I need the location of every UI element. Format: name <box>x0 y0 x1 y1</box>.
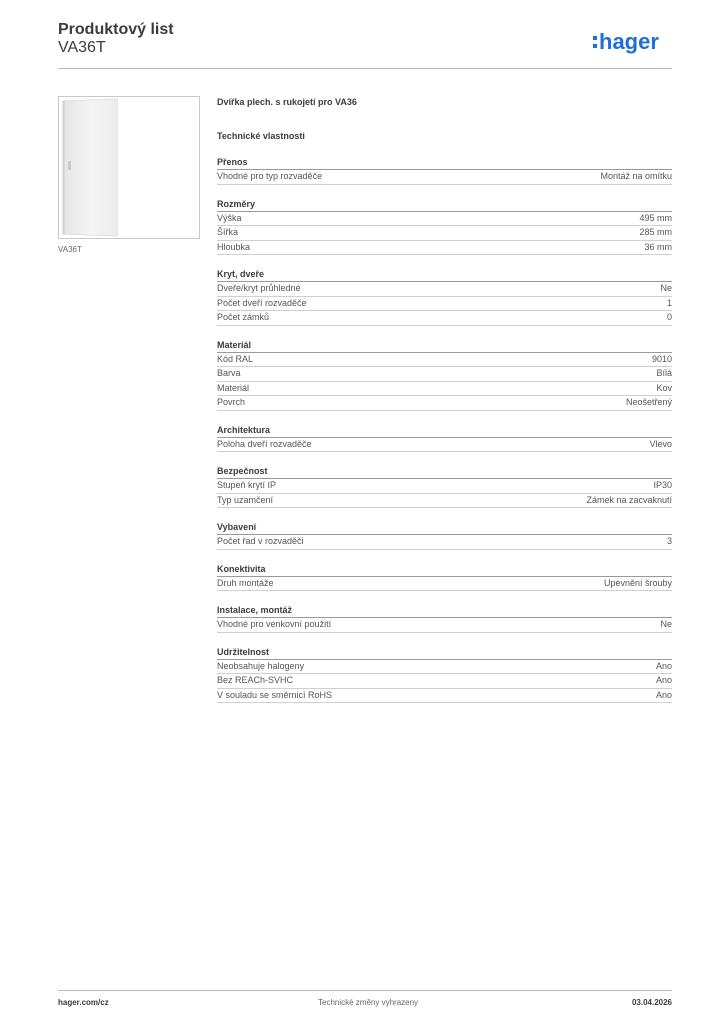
spec-row <box>217 282 672 297</box>
spec-value: 1 <box>666 297 672 308</box>
spec-label: Druh montáže <box>217 577 274 588</box>
spec-row <box>217 674 672 689</box>
section-title: Technické vlastnosti <box>217 131 305 141</box>
spec-value: Montáž na omítku <box>600 171 672 181</box>
spec-value: Neošetřený <box>625 397 672 407</box>
spec-value: 0 <box>666 312 672 322</box>
spec-group-title: Přenos <box>217 157 672 170</box>
spec-value: Bílá <box>656 368 672 378</box>
spec-group-title: Bezpečnost <box>217 466 672 479</box>
spec-value: 36 mm <box>644 241 672 252</box>
spec-row <box>217 353 672 368</box>
spec-label: Počet řad v rozvaděči <box>217 536 304 546</box>
spec-row <box>217 689 672 704</box>
spec-label: Vhodné pro venkovní použití <box>217 619 332 629</box>
spec-label: Poloha dveří rozvaděče <box>217 438 312 449</box>
spec-group-title: Rozměry <box>217 199 672 212</box>
spec-group <box>217 340 672 411</box>
door-panel-image <box>59 97 199 238</box>
footer-note: Technické změny vyhrazeny <box>318 998 419 1007</box>
product-specs <box>217 96 672 703</box>
spec-row <box>217 212 672 227</box>
spec-row <box>217 311 672 326</box>
footer-divider <box>58 990 672 991</box>
spec-value: 285 mm <box>639 227 672 237</box>
spec-label: V souladu se směrnicí RoHS <box>217 689 333 700</box>
document-title: Produktový list <box>58 21 174 38</box>
spec-label: Typ uzamčení <box>217 494 274 505</box>
spec-value: Kov <box>656 382 672 393</box>
spec-group <box>217 647 672 704</box>
spec-label: Vhodné pro typ rozvaděče <box>217 171 323 181</box>
spec-group <box>217 466 672 508</box>
spec-group-title: Vybavení <box>217 522 672 535</box>
spec-row <box>217 479 672 494</box>
footer-website[interactable]: hager.com/cz <box>58 998 109 1007</box>
spec-value: Zámek na zacvaknutí <box>586 494 672 505</box>
spec-label: Materiál <box>217 382 250 393</box>
spec-row <box>217 396 672 411</box>
spec-label: Hloubka <box>217 241 251 252</box>
spec-label: Barva <box>217 368 241 378</box>
spec-group-title: Architektura <box>217 425 672 438</box>
spec-label: Šířka <box>217 227 239 237</box>
logo-text: hager <box>599 29 659 54</box>
spec-label: Výška <box>217 212 242 223</box>
spec-value: Upevnění šrouby <box>603 577 672 588</box>
spec-value: Ano <box>655 660 672 671</box>
product-image <box>58 96 200 239</box>
spec-label: Neobsahuje halogeny <box>217 660 305 671</box>
spec-label: Bez REACh-SVHC <box>217 675 294 685</box>
spec-value: 495 mm <box>639 212 672 223</box>
spec-group-title: Konektivita <box>217 564 672 577</box>
spec-value: Ano <box>655 689 672 700</box>
spec-label: Kód RAL <box>217 353 254 364</box>
product-name: Dvířka plech. s rukojetí pro VA36 <box>217 97 357 107</box>
spec-row <box>217 494 672 509</box>
spec-group-title: Instalace, montáž <box>217 605 672 618</box>
spec-row <box>217 438 672 453</box>
spec-row <box>217 367 672 382</box>
footer-date: 03.04.2026 <box>631 998 672 1007</box>
spec-row <box>217 660 672 675</box>
spec-value: 3 <box>666 536 672 546</box>
spec-group <box>217 199 672 256</box>
spec-group-title: Kryt, dveře <box>217 269 672 282</box>
spec-label: Dveře/kryt průhledné <box>217 283 301 293</box>
spec-groups <box>217 157 672 703</box>
spec-label: Povrch <box>217 397 246 407</box>
spec-group-title: Udržitelnost <box>217 647 672 660</box>
spec-row <box>217 535 672 550</box>
spec-row <box>217 241 672 256</box>
hager-logo <box>593 27 675 57</box>
spec-value: Ano <box>655 675 672 685</box>
spec-group <box>217 605 672 633</box>
spec-group <box>217 425 672 453</box>
spec-value: Vlevo <box>649 438 672 449</box>
spec-value: Ne <box>660 283 672 293</box>
spec-row <box>217 297 672 312</box>
spec-group-title: Materiál <box>217 340 672 353</box>
spec-row <box>217 618 672 633</box>
spec-row <box>217 226 672 241</box>
spec-value: IP30 <box>653 480 672 490</box>
spec-row <box>217 170 672 185</box>
spec-group <box>217 564 672 592</box>
spec-group <box>217 157 672 185</box>
spec-row <box>217 382 672 397</box>
spec-label: Počet zámků <box>217 312 270 322</box>
document-subtitle: VA36T <box>58 39 106 56</box>
spec-group <box>217 522 672 550</box>
spec-value: 9010 <box>651 353 672 364</box>
header-divider <box>58 68 672 69</box>
spec-group <box>217 269 672 326</box>
spec-label: Počet dveří rozvaděče <box>217 297 307 308</box>
spec-value: Ne <box>660 619 672 629</box>
image-caption: VA36T <box>58 245 82 254</box>
spec-label: Stupeň krytí IP <box>217 480 277 490</box>
spec-row <box>217 577 672 592</box>
